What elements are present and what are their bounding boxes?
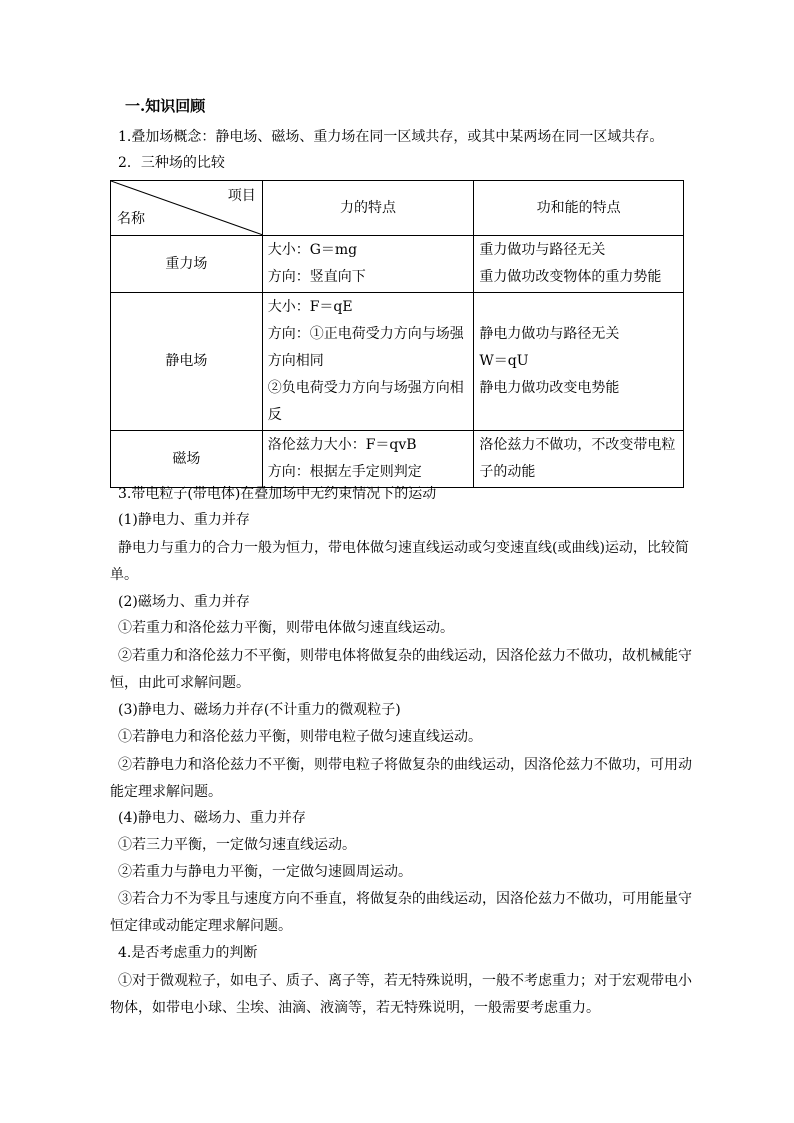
heading-3: 3.带电粒子(带电体)在叠加场中无约束情况下的运动: [118, 486, 437, 502]
force-line: 方向：①正电荷受力方向与场强: [267, 326, 464, 342]
body-line: 恒，由此可求解问题。: [110, 675, 250, 691]
subheading: (2)磁场力、重力并存: [118, 594, 250, 610]
force-line: 方向相同: [267, 353, 324, 369]
force-cell: [262, 293, 474, 431]
work-line: 静电力做功与路径无关: [479, 326, 620, 342]
work-line: 子的动能: [479, 464, 536, 480]
body-line: 能定理求解问题。: [110, 784, 222, 800]
body-line: ②若重力和洛伦兹力不平衡，则带电体将做复杂的曲线运动，因洛伦兹力不做功，故机械能守: [118, 648, 692, 664]
body-line: 单。: [110, 567, 138, 583]
work-cell: [474, 293, 684, 431]
row-name: 静电场: [111, 293, 263, 431]
col-header-work: 功和能的特点: [474, 181, 684, 236]
corner-cell: [111, 181, 263, 236]
force-cell: [262, 236, 474, 293]
section-title: 一.知识回顾: [125, 97, 206, 115]
table-row: [111, 431, 684, 488]
subheading: (1)静电力、重力并存: [118, 512, 250, 528]
body-line: 静电力与重力的合力一般为恒力，带电体做匀速直线运动或匀变速直线(或曲线)运动，比较简: [118, 540, 689, 556]
body-line: ②若静电力和洛伦兹力不平衡，则带电粒子将做复杂的曲线运动，因洛伦兹力不做功，可用动: [118, 757, 692, 773]
comparison-table: [110, 180, 684, 488]
row-name: 磁场: [111, 431, 263, 488]
work-line: 静电力做功改变电势能: [479, 380, 620, 396]
body-line: 恒定律或动能定理求解问题。: [110, 918, 292, 934]
force-cell: [262, 431, 474, 488]
body-line: ①若静电力和洛伦兹力平衡，则带电粒子做匀速直线运动。: [118, 729, 482, 745]
table-row: [111, 293, 684, 431]
col-header-force: 力的特点: [262, 181, 474, 236]
force-line: 大小：F＝qE: [267, 299, 353, 315]
force-line: ②负电荷受力方向与场强方向相: [267, 380, 464, 396]
body-line: ③若合力不为零且与速度方向不垂直，将做复杂的曲线运动，因洛伦兹力不做功，可用能量守: [118, 891, 692, 907]
body-line: ①若三力平衡，一定做匀速直线运动。: [118, 837, 356, 853]
work-line: 重力做功与路径无关: [479, 242, 606, 258]
table-header-row: [111, 181, 684, 236]
body-line: 物体，如带电小球、尘埃、油滴、液滴等，若无特殊说明，一般需要考虑重力。: [110, 1000, 600, 1016]
work-line: 洛伦兹力不做功，不改变带电粒: [479, 437, 676, 453]
work-cell: [474, 236, 684, 293]
body-line: ②若重力与静电力平衡，一定做匀速圆周运动。: [118, 864, 412, 880]
work-cell: [474, 431, 684, 488]
heading-4: 4.是否考虑重力的判断: [118, 945, 258, 961]
force-line: 方向：竖直向下: [267, 269, 366, 285]
table-row: [111, 236, 684, 293]
paragraph-1: 1.叠加场概念：静电场、磁场、重力场在同一区域共存，或其中某两场在同一区域共存。: [118, 129, 664, 145]
force-line: 洛伦兹力大小：F＝qvB: [267, 437, 417, 453]
body-line: ①对于微观粒子，如电子、质子、离子等，若无特殊说明，一般不考虑重力；对于宏观带电小: [118, 973, 692, 989]
subheading: (4)静电力、磁场力、重力并存: [118, 810, 306, 826]
work-line: 重力做功改变物体的重力势能: [479, 269, 662, 285]
corner-bottom-label: 名称: [117, 211, 145, 227]
paragraph-2: 2．三种场的比较: [118, 155, 225, 171]
force-line: 反: [267, 407, 282, 423]
corner-top-label: 项目: [227, 188, 256, 204]
subheading: (3)静电力、磁场力并存(不计重力的微观粒子): [118, 702, 401, 718]
force-line: 大小：G＝mg: [267, 242, 358, 258]
force-line: 方向：根据左手定则判定: [267, 464, 422, 480]
work-line: W＝qU: [479, 353, 529, 369]
body-line: ①若重力和洛伦兹力平衡，则带电体做匀速直线运动。: [118, 620, 454, 636]
row-name: 重力场: [111, 236, 263, 293]
